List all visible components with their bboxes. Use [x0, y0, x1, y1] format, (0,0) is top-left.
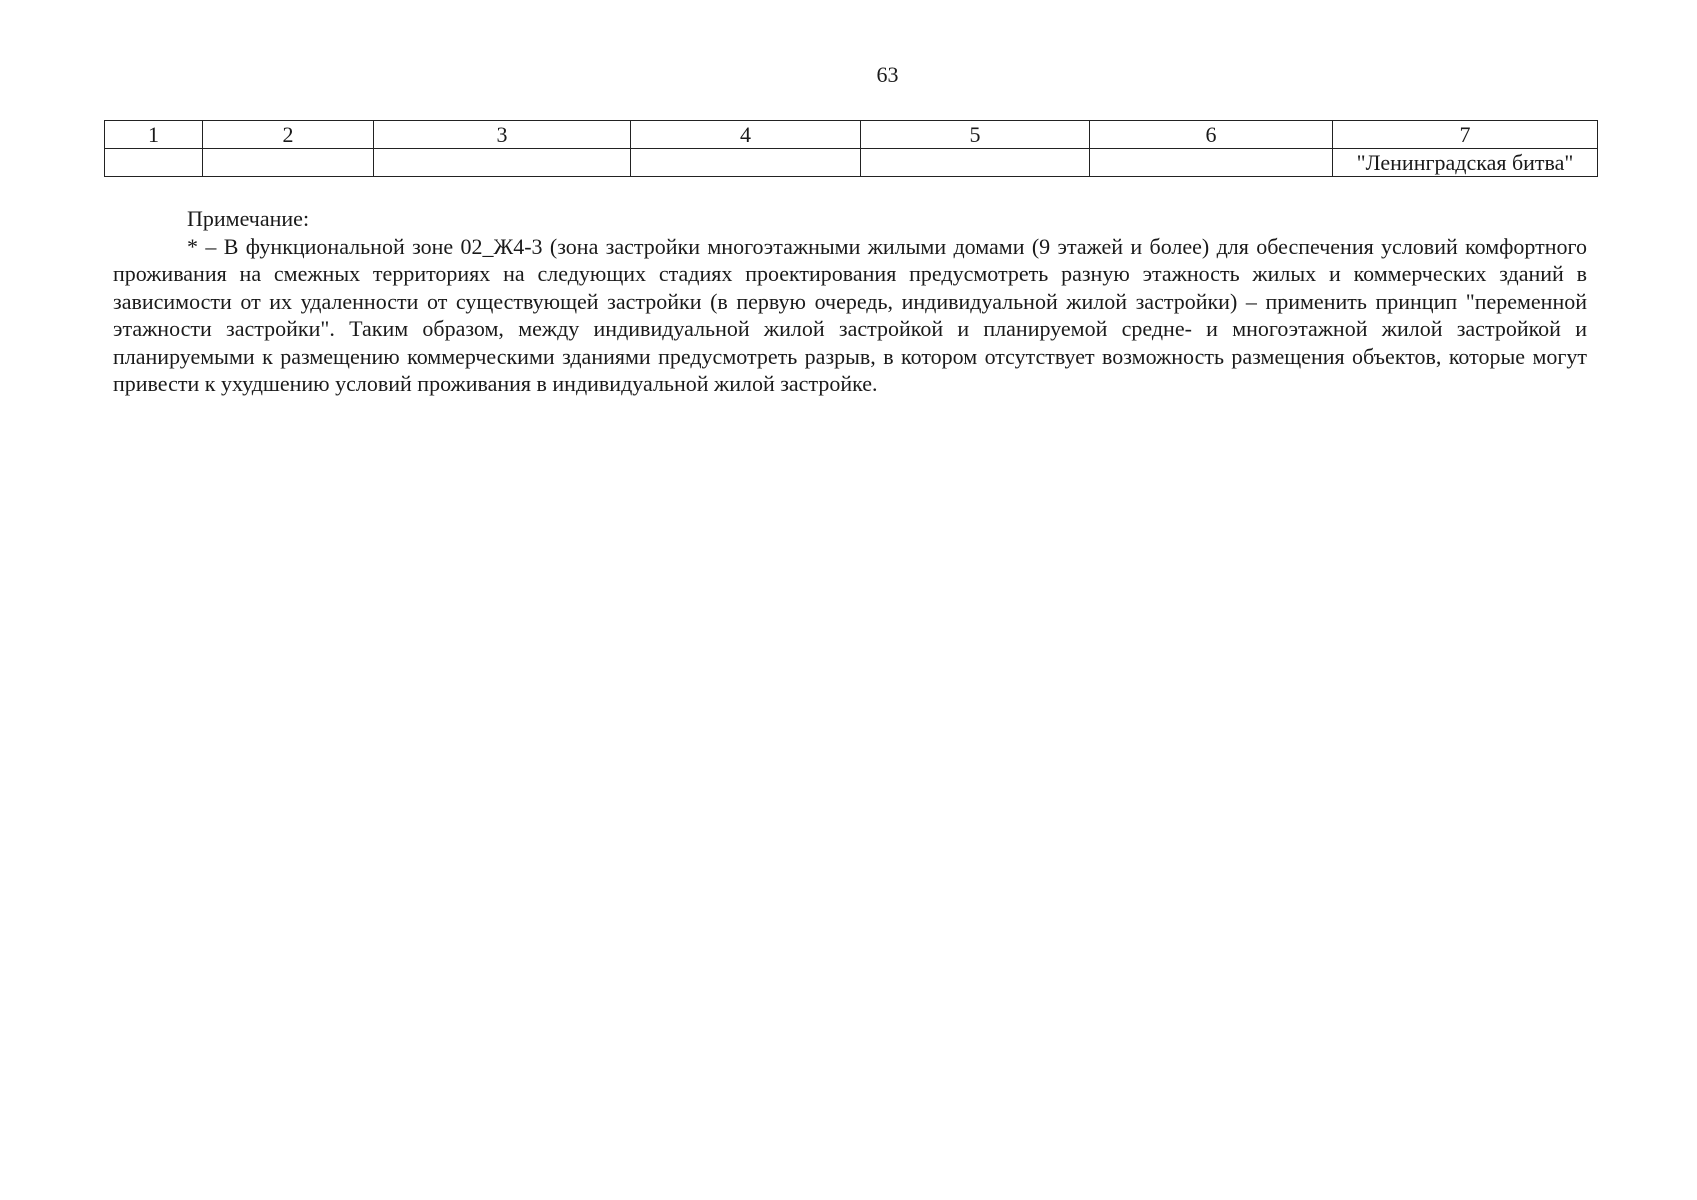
note-body: * – В функциональной зоне 02_Ж4-3 (зона застройки многоэтажными жилыми домами (9 этажей и более) для обеспечения условий комфортного проживания на смежных территориях на следующих стадиях проектирования предусмотреть разную этажность жилых и коммерческих зданий в зависимости от их удаленности от существующей застройки (в первую очередь, индивидуальной жилой застройки) – применить принцип "переменной этажности застройки". Таким образом, между индивидуальной жилой застройкой и планируемой средне- и многоэтажной жилой застройкой и планируемыми к размещению коммерческими зданиями предусмотреть разрыв, в котором отсутствует возможность размещения объектов, которые могут привести к ухудшению условий проживания в индивидуальной жилой застройке.	[113, 233, 1587, 396]
table-cell	[105, 149, 203, 177]
table-cell	[374, 149, 631, 177]
column-number-2: 2	[203, 121, 374, 149]
column-number-1: 1	[105, 121, 203, 149]
note-title: Примечание:	[187, 206, 310, 231]
table-cell	[1090, 149, 1333, 177]
table-cell	[203, 149, 374, 177]
table-cell	[631, 149, 861, 177]
continuation-table	[104, 120, 1598, 177]
table-cell: "Ленинградская битва"	[1333, 149, 1598, 177]
table-cell	[861, 149, 1090, 177]
column-number-6: 6	[1090, 121, 1333, 149]
table-row	[105, 149, 1598, 177]
table-header-row	[105, 121, 1598, 149]
column-number-3: 3	[374, 121, 631, 149]
column-number-7: 7	[1333, 121, 1598, 149]
column-number-4: 4	[631, 121, 861, 149]
column-number-5: 5	[861, 121, 1090, 149]
page-number: 63	[876, 62, 899, 87]
note-block	[113, 205, 1587, 398]
